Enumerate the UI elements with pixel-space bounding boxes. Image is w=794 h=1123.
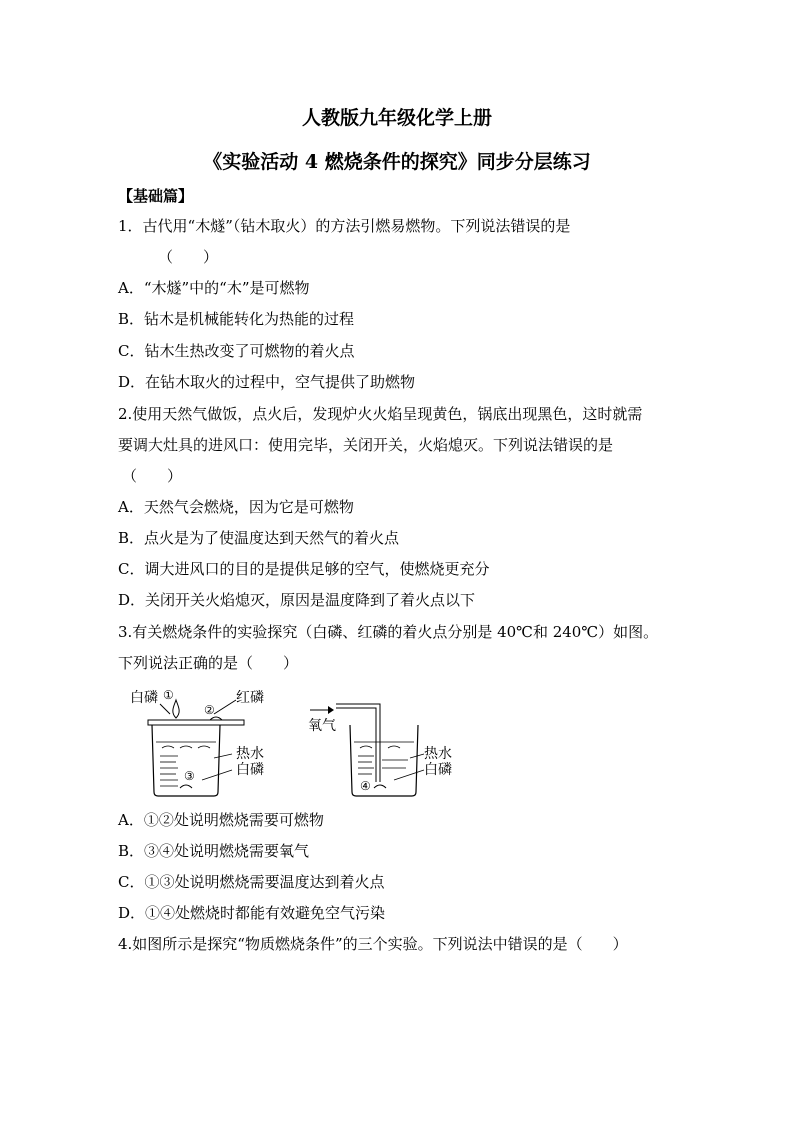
label-circle-2: ② bbox=[204, 703, 215, 717]
question-3-option-b: B．③④处说明燃烧需要氧气 bbox=[118, 842, 310, 860]
label-oxygen: 氧气 bbox=[308, 718, 336, 734]
question-3-option-c: C．①③处说明燃烧需要温度达到着火点 bbox=[118, 873, 385, 891]
label-hot-water-right: 热水 bbox=[424, 746, 452, 762]
question-1-option-c: C．钻木生热改变了可燃物的着火点 bbox=[118, 342, 355, 360]
label-circle-3: ③ bbox=[184, 769, 195, 783]
question-3-stem-line1: 3.有关燃烧条件的实验探究（白磷、红磷的着火点分别是 40℃和 240℃）如图。 bbox=[118, 623, 659, 641]
label-circle-4: ④ bbox=[360, 779, 371, 793]
question-2-stem-line1: 2.使用天然气做饭，点火后，发现炉火火焰呈现黄色，锅底出现黑色，这时就需 bbox=[118, 405, 643, 423]
combustion-experiment-figure bbox=[118, 684, 478, 800]
question-3-option-a: A．①②处说明燃烧需要可燃物 bbox=[118, 811, 324, 829]
question-1-option-b: B．钻木是机械能转化为热能的过程 bbox=[118, 310, 355, 328]
question-2-blank: （ ） bbox=[122, 467, 183, 485]
page-subtitle: 《实验活动 4 燃烧条件的探究》同步分层练习 bbox=[203, 151, 591, 173]
right-apparatus bbox=[308, 704, 452, 796]
label-circle-1: ① bbox=[163, 688, 174, 702]
question-3-stem-line2: 下列说法正确的是（ ） bbox=[118, 654, 299, 672]
left-apparatus bbox=[130, 688, 264, 796]
question-3-option-d: D．①④处燃烧时都能有效避免空气污染 bbox=[118, 904, 386, 922]
label-red-phosphorus: 红磷 bbox=[236, 690, 264, 706]
label-hot-water-left: 热水 bbox=[236, 746, 264, 762]
question-1-stem: 1．古代用“木燧”（钻木取火）的方法引燃易燃物。下列说法错误的是 bbox=[118, 217, 571, 235]
section-heading: 【基础篇】 bbox=[118, 187, 194, 205]
label-white-phosphorus-top: 白磷 bbox=[130, 690, 158, 706]
question-1-option-d: D．在钻木取火的过程中，空气提供了助燃物 bbox=[118, 373, 416, 391]
question-4-stem: 4.如图所示是探究“物质燃烧条件”的三个实验。下列说法中错误的是（ ） bbox=[118, 935, 628, 953]
question-1-blank: （ ） bbox=[158, 248, 219, 266]
question-2-stem-line2: 要调大灶具的进风口：使用完毕，关闭开关，火焰熄灭。下列说法错误的是 bbox=[118, 436, 614, 454]
label-white-phosphorus-right: 白磷 bbox=[424, 762, 452, 778]
page-title: 人教版九年级化学上册 bbox=[301, 107, 492, 129]
question-2-option-b: B．点火是为了使温度达到天然气的着火点 bbox=[118, 529, 400, 547]
question-1-option-a: A．“木燧”中的“木”是可燃物 bbox=[118, 279, 310, 297]
question-2-option-c: C．调大进风口的目的是提供足够的空气，使燃烧更充分 bbox=[118, 560, 490, 578]
label-white-phosphorus-left: 白磷 bbox=[236, 762, 264, 778]
question-2-option-d: D．关闭开关火焰熄灭，原因是温度降到了着火点以下 bbox=[118, 591, 476, 609]
question-2-option-a: A．天然气会燃烧，因为它是可燃物 bbox=[118, 498, 354, 516]
